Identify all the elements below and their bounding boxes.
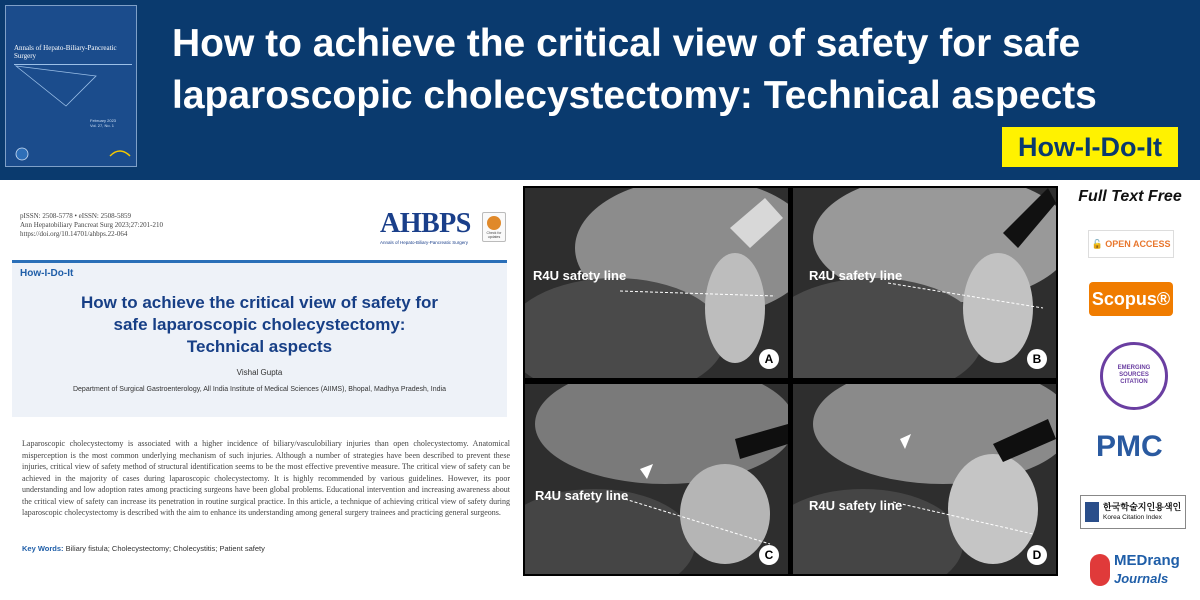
journal-cover-image (5, 5, 137, 167)
keywords (22, 544, 265, 553)
panel-c-image (525, 384, 788, 574)
citation-line: Ann Hepatobiliary Pancreat Surg 2023;27:201-210 (20, 221, 163, 229)
cover-art (6, 6, 136, 166)
pmc-logo[interactable]: PMC (1096, 430, 1163, 463)
cover-rule (14, 64, 132, 65)
article-type-badge: How-I-Do-It (1002, 127, 1178, 167)
medrang-logo[interactable] (1090, 548, 1190, 594)
article-title-line: safe laparoscopic cholecystectomy: (113, 315, 406, 334)
check-for-updates-badge[interactable] (482, 212, 506, 242)
article-header-box (12, 260, 507, 417)
article-title (32, 292, 487, 358)
esci-label: EMERGING SOURCES CITATION (1117, 365, 1151, 385)
paper-meta (20, 212, 163, 239)
publisher-logo-text: AHBPS (380, 208, 471, 239)
medrang-icon (1090, 554, 1110, 586)
panel-c-label: R4U safety line (535, 488, 629, 503)
full-text-free-label: Full Text Free (1078, 188, 1182, 205)
medrang-journals-label: Journals (1114, 571, 1169, 586)
panel-b-letter: B (1027, 349, 1047, 369)
panel-d-image (793, 384, 1056, 574)
publisher-logo (380, 210, 471, 245)
open-access-logo[interactable] (1088, 230, 1174, 258)
cover-date: February 2023 (90, 118, 117, 123)
scopus-logo[interactable]: Scopus® (1089, 282, 1173, 316)
check-updates-icon (487, 216, 501, 230)
open-access-lock-icon: 🔓 (1091, 239, 1103, 249)
figure-panel-a (525, 188, 788, 378)
article-affiliation: Department of Surgical Gastroenterology, All India Institute of Medical Sciences (AIIMS), Bhopal, Madhya Pradesh, India (72, 386, 446, 393)
cover-journal-name: Annals of Hepato-Biliary-Pancreatic Surgery (14, 44, 117, 60)
open-access-label: OPEN ACCESS (1105, 239, 1171, 249)
panel-a-letter: A (759, 349, 779, 369)
figure-panel-b (793, 188, 1056, 378)
header-banner (0, 0, 1200, 180)
article-type-label: How-I-Do-It (20, 268, 74, 279)
kci-english-label: Korea Citation Index (1103, 514, 1162, 521)
cover-volume: Vol. 27, No. 1 (90, 123, 115, 128)
panel-c-letter: C (759, 545, 779, 565)
surgical-figure (523, 186, 1058, 576)
keywords-value: Biliary fistula; Cholecystectomy; Cholecystitis; Patient safety (65, 544, 265, 553)
article-abstract: Laparoscopic cholecystectomy is associated with a higher incidence of biliary/vasculobiliary injuries than open cholecystectomy. Anatomical misperception is the most common underlying mechanism of such injuries. Although a number of strategies have been described to prevent these injuries, critical view of safety method of structural identification seems to be the most effective preventive measure. The critical view of safety can be achieved in the majority of cases during laparoscopic cholecystectomy. It is highly recommended by various guidelines. However, its poor understanding and low adoption rates among practicing surgeons have been global problems. Educational intervention and increasing awareness about the critical view of safety can increase its penetration in routine surgical practice. In this article, a technique of achieving critical view of safety during laparoscopic cholecystectomy is described with the aim to enhance its understanding among general surgery trainees and practicing general surgeons. (22, 439, 510, 517)
medrang-label: MEDrang (1114, 552, 1180, 569)
kci-korean-label: 한국학술지인용색인 (1103, 502, 1182, 512)
panel-d-label: R4U safety line (809, 498, 903, 513)
panel-a-label: R4U safety line (533, 268, 627, 283)
doi-link[interactable]: https://doi.org/10.14701/ahbps.22-064 (20, 230, 128, 238)
esci-seal[interactable] (1100, 342, 1168, 410)
cover-issue (90, 118, 116, 128)
issn-line: pISSN: 2508-5778 • eISSN: 2508-5859 (20, 212, 131, 220)
kci-icon (1085, 502, 1099, 522)
panel-b-label: R4U safety line (809, 268, 903, 283)
kci-logo[interactable] (1080, 495, 1186, 529)
check-updates-label: Check for updates (486, 231, 502, 239)
keywords-label: Key Words: (22, 544, 64, 553)
panel-b-image (793, 188, 1056, 378)
article-title-line: Technical aspects (186, 337, 333, 356)
figure-panel-d (793, 384, 1056, 574)
figure-panel-c (525, 384, 788, 574)
panel-a-image (525, 188, 788, 378)
publisher-logo-sub: Annals of Hepato-Biliary-Pancreatic Surgery (380, 240, 469, 245)
article-header-rule (12, 260, 507, 263)
article-author: Vishal Gupta (236, 368, 283, 377)
panel-d-letter: D (1027, 545, 1047, 565)
indexing-sidebar (1062, 186, 1200, 600)
article-title-line: How to achieve the critical view of safety for (80, 293, 439, 312)
page-title: How to achieve the critical view of safety for safe laparoscopic cholecystectomy: Technical aspects (172, 22, 1097, 117)
